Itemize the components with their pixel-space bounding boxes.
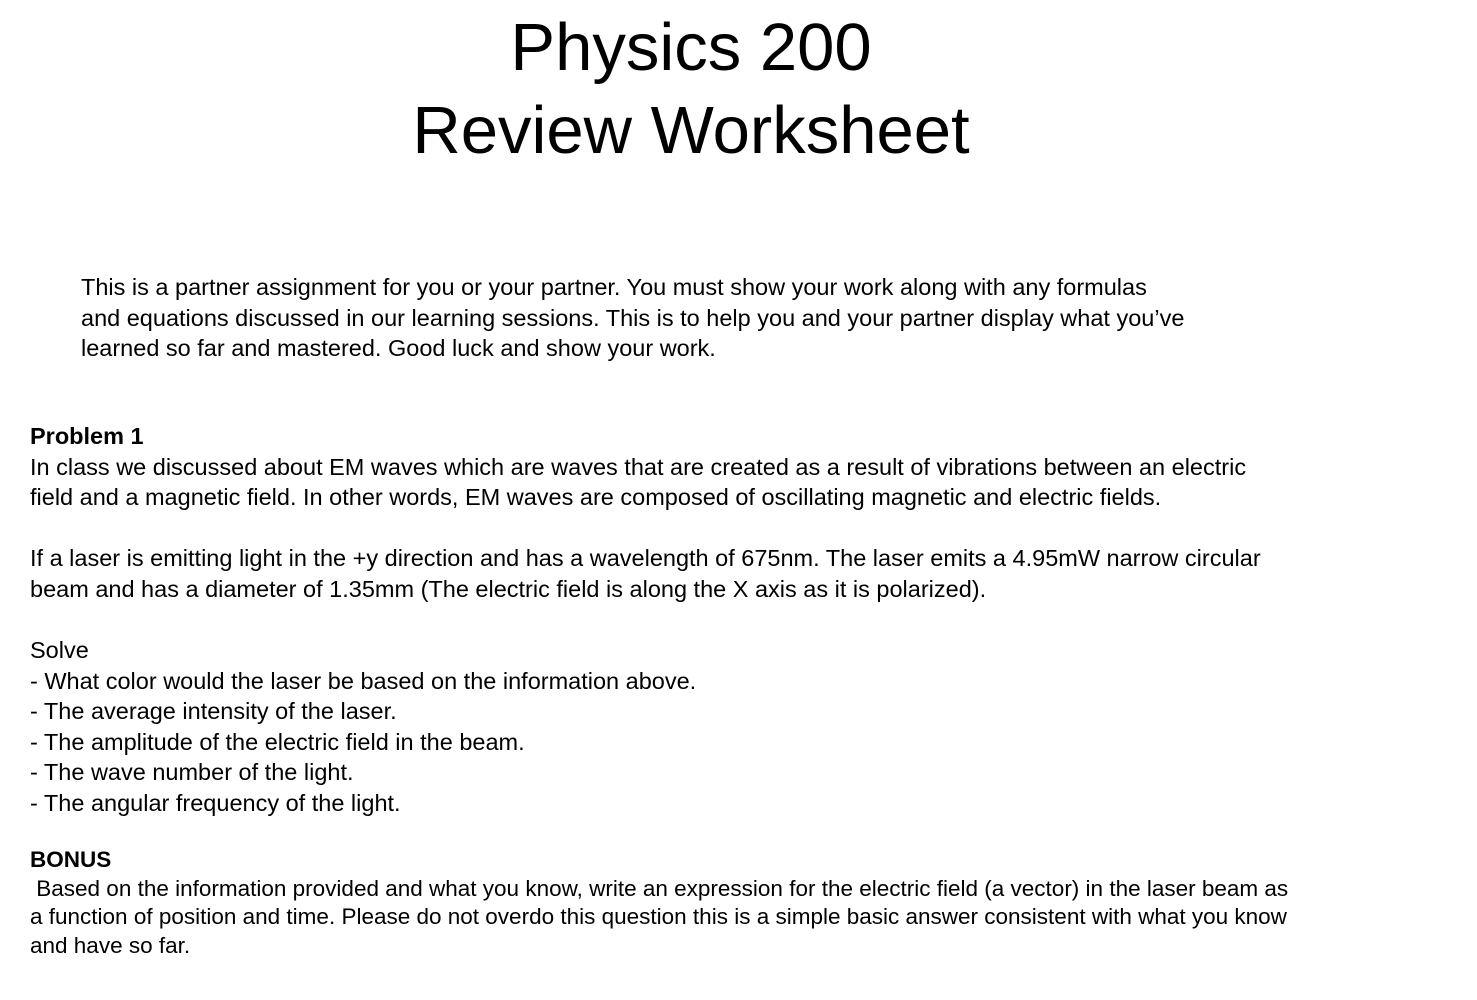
solve-item: - The amplitude of the electric field in the beam. [30,728,525,755]
solve-item: - The angular frequency of the light. [30,789,401,816]
problem-1-details-text: beam and has a diameter of 1.35mm (The electric field is along the X axis as it is polarized). [30,575,987,602]
problem-1-section [30,421,1460,513]
intro-paragraph [81,272,1401,364]
bonus-text: a function of position and time. Please do not overdo this question this is a simple basic answer consistent with what you know [30,904,1287,929]
title-line-1: Physics 200 [510,10,872,85]
solve-item: - What color would the laser be based on the information above. [30,667,697,694]
solve-label: Solve [30,637,89,663]
problem-1-heading: Problem 1 [30,423,144,449]
solve-list [30,635,1460,818]
problem-1-details [30,543,1460,604]
page-title [0,6,1382,172]
bonus-heading: BONUS [30,847,112,872]
title-line-2: Review Worksheet [412,93,970,168]
problem-1-text: field and a magnetic field. In other words, EM waves are composed of oscillating magnetic and electric fields. [30,484,1162,510]
intro-line: This is a partner assignment for you or your partner. You must show your work along with any formulas [81,274,1147,300]
bonus-section [30,846,1460,960]
intro-line: learned so far and mastered. Good luck and show your work. [81,335,716,361]
problem-1-text: In class we discussed about EM waves which are waves that are created as a result of vibrations between an electric [30,453,1247,480]
solve-item: - The wave number of the light. [30,759,354,785]
bonus-text: Based on the information provided and what you know, write an expression for the electric field (a vector) in the laser beam as [30,875,1289,901]
intro-line: and equations discussed in our learning sessions. This is to help you and your partner display what you’ve [81,304,1185,331]
bonus-text: and have so far. [30,932,191,958]
solve-item: - The average intensity of the laser. [30,698,397,724]
problem-1-details-text: If a laser is emitting light in the +y direction and has a wavelength of 675nm. The laser emits a 4.95mW narrow circular [30,545,1261,571]
